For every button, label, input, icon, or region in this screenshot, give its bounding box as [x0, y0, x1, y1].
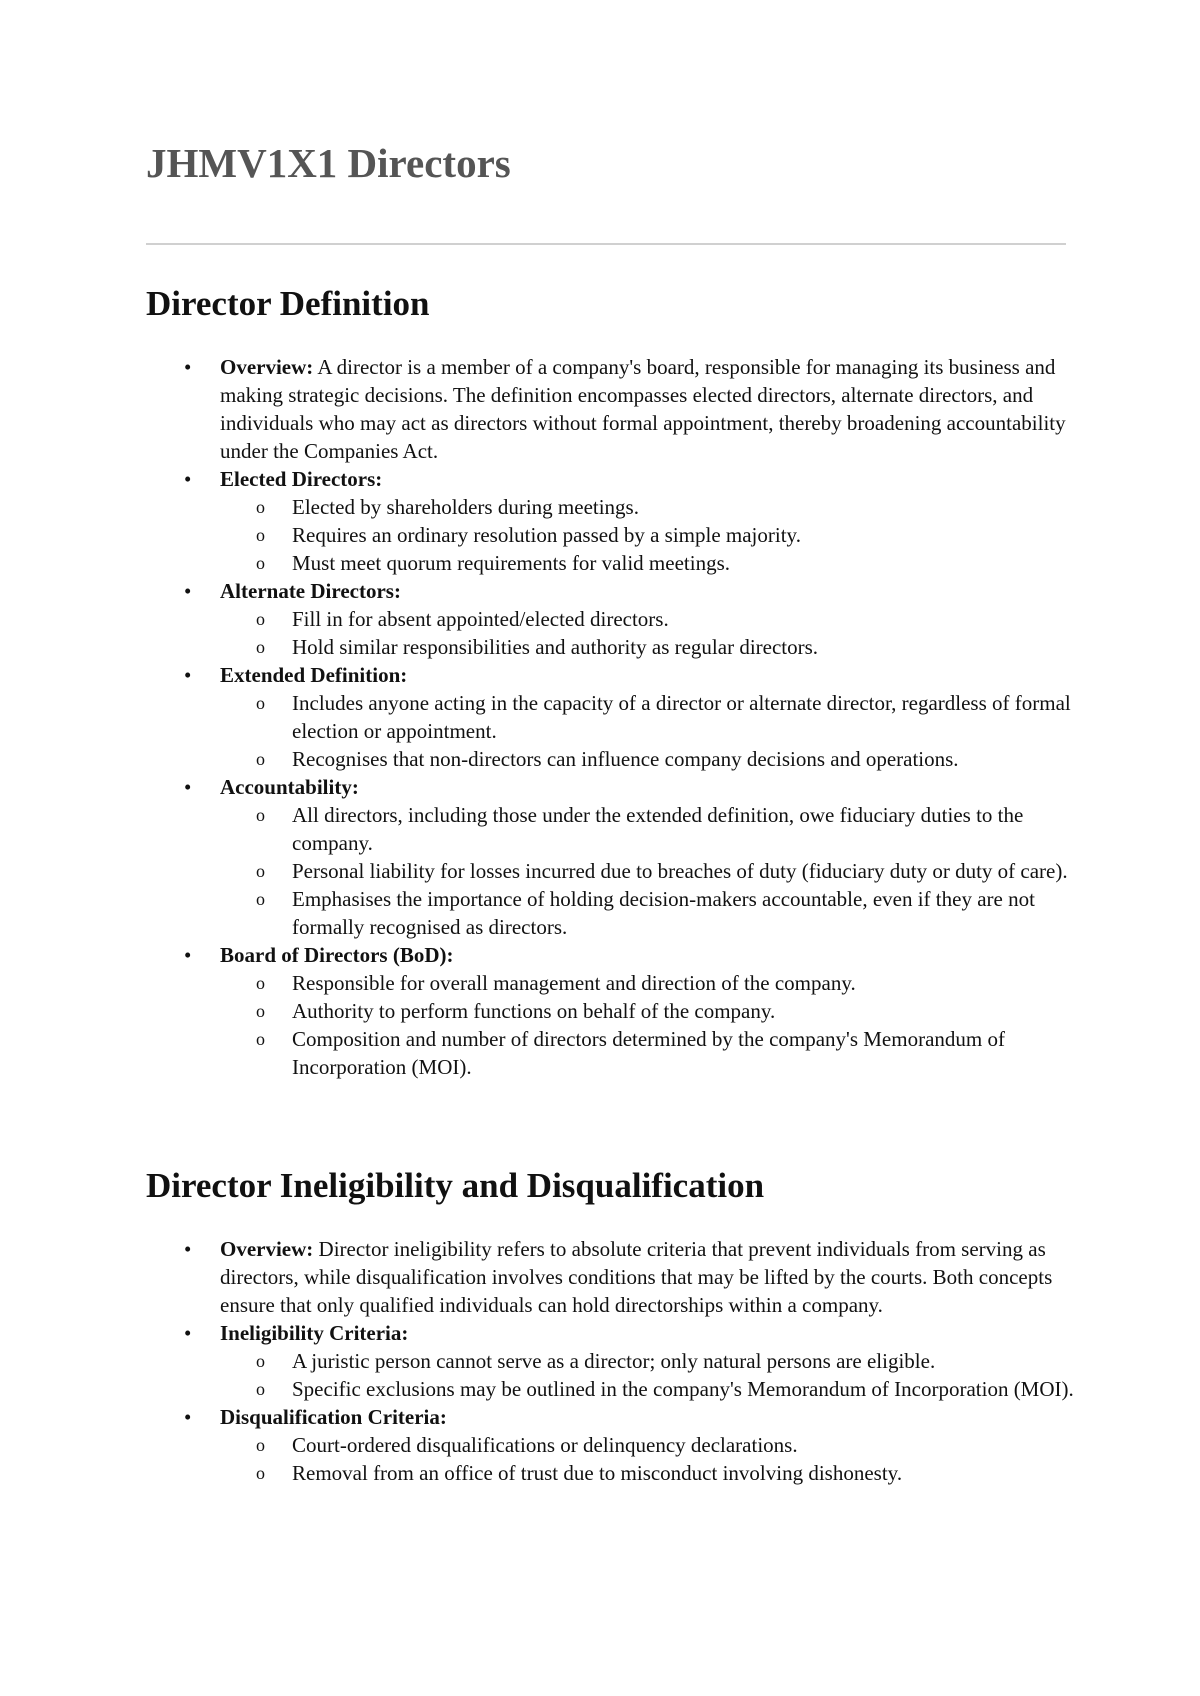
- sub-item: o Court-ordered disqualifications or delinquency declarations.: [292, 1431, 1076, 1459]
- sub-item: o Requires an ordinary resolution passed by a simple majority.: [292, 521, 1076, 549]
- item-label: Alternate Directors:: [220, 579, 401, 603]
- bullet-list: [146, 1235, 1076, 1487]
- section-heading: Director Definition: [146, 284, 430, 323]
- list-item-overview: [220, 353, 1076, 465]
- item-label: Ineligibility Criteria:: [220, 1321, 409, 1345]
- section-director-definition: [146, 283, 1076, 1081]
- item-label: Disqualification Criteria:: [220, 1405, 447, 1429]
- item-label: Accountability:: [220, 775, 359, 799]
- sub-item: o Specific exclusions may be outlined in the company's Memorandum of Incorporation (MOI).: [292, 1375, 1076, 1403]
- item-label: Extended Definition:: [220, 663, 408, 687]
- sub-item: o Fill in for absent appointed/elected directors.: [292, 605, 1076, 633]
- sub-item: o Elected by shareholders during meetings.: [292, 493, 1076, 521]
- list-item-ineligibility-criteria: [220, 1319, 1076, 1403]
- sub-list: [220, 493, 1076, 577]
- sub-item: o All directors, including those under the extended definition, owe fiduciary duties to the company.: [292, 801, 1076, 857]
- sub-list: [220, 1347, 1076, 1403]
- sub-item: o Personal liability for losses incurred due to breaches of duty (fiduciary duty or duty of care).: [292, 857, 1076, 885]
- document-title: JHMV1X1 Directors: [146, 140, 511, 186]
- item-text: Director ineligibility refers to absolute criteria that prevent individuals from serving as directors, while disqualification involves conditions that may be lifted by the courts. Both concepts ensure that only qualified individuals can hold directorships within a company.: [220, 1237, 1053, 1317]
- sub-list: [220, 801, 1076, 941]
- item-text: A director is a member of a company's board, responsible for managing its business and making strategic decisions. The definition encompasses elected directors, alternate directors, and individuals who may act as directors without formal appointment, thereby broadening accountability under the Companies Act.: [220, 355, 1066, 463]
- sub-item: o Hold similar responsibilities and authority as regular directors.: [292, 633, 1076, 661]
- sub-list: [220, 1431, 1076, 1487]
- list-item-elected-directors: [220, 465, 1076, 577]
- list-item-overview: [220, 1235, 1076, 1319]
- sub-item: o Removal from an office of trust due to misconduct involving dishonesty.: [292, 1459, 1076, 1487]
- list-item-accountability: [220, 773, 1076, 941]
- section-heading: Director Ineligibility and Disqualification: [146, 1166, 765, 1205]
- sub-item: o Recognises that non-directors can influence company decisions and operations.: [292, 745, 1076, 773]
- bullet-list: [146, 353, 1076, 1081]
- item-label: Board of Directors (BoD):: [220, 943, 454, 967]
- list-item-disqualification-criteria: [220, 1403, 1076, 1487]
- item-label: Elected Directors:: [220, 467, 383, 491]
- title-divider: [146, 243, 1066, 245]
- sub-item: o Composition and number of directors determined by the company's Memorandum of Incorporation (MOI).: [292, 1025, 1076, 1081]
- item-label: Overview:: [220, 355, 314, 379]
- sub-item: o Emphasises the importance of holding decision-makers accountable, even if they are not formally recognised as directors.: [292, 885, 1076, 941]
- sub-list: [220, 689, 1076, 773]
- sub-item: o Includes anyone acting in the capacity of a director or alternate director, regardless of formal election or appointment.: [292, 689, 1076, 745]
- item-label: Overview:: [220, 1237, 314, 1261]
- sub-list: [220, 969, 1076, 1081]
- list-item-board-of-directors: [220, 941, 1076, 1081]
- section-ineligibility-disqualification: [146, 1165, 1076, 1487]
- sub-item: o A juristic person cannot serve as a director; only natural persons are eligible.: [292, 1347, 1076, 1375]
- sub-list: [220, 605, 1076, 661]
- sub-item: o Responsible for overall management and direction of the company.: [292, 969, 1076, 997]
- sub-item: o Authority to perform functions on behalf of the company.: [292, 997, 1076, 1025]
- list-item-alternate-directors: [220, 577, 1076, 661]
- sub-item: o Must meet quorum requirements for valid meetings.: [292, 549, 1076, 577]
- list-item-extended-definition: [220, 661, 1076, 773]
